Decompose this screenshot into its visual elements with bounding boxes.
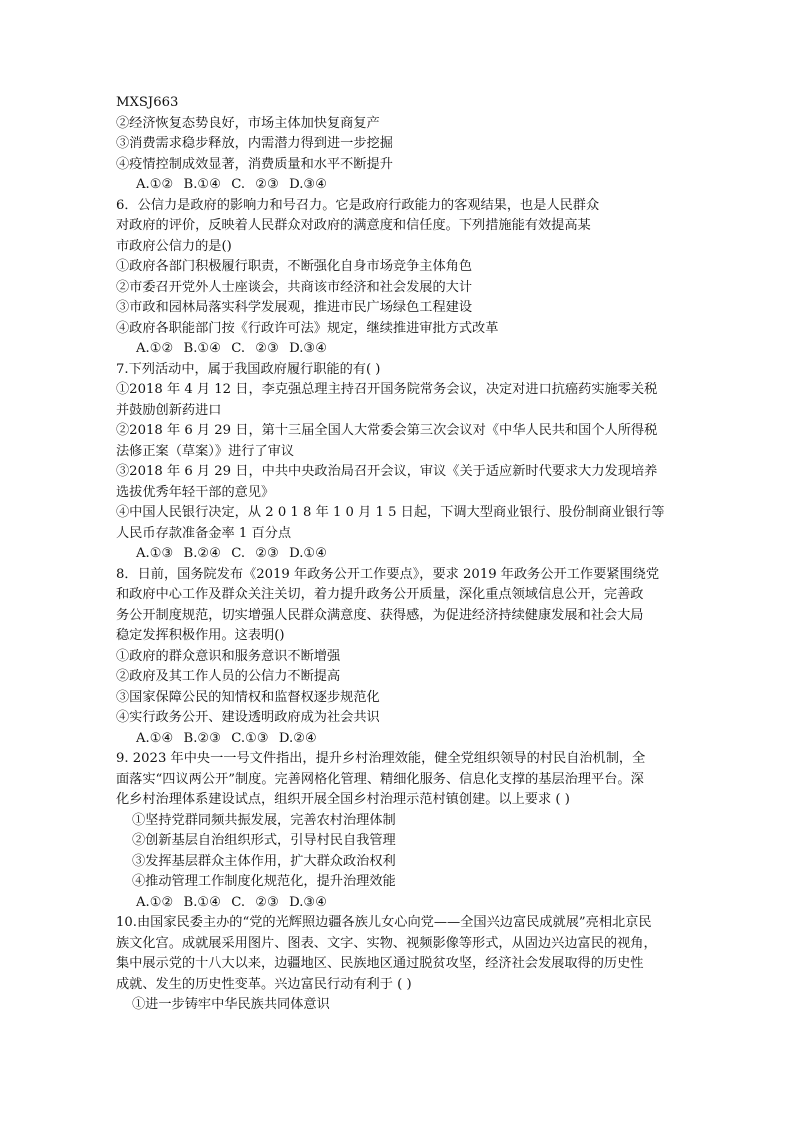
- answer-item-continued: 并鼓励创新药进口: [116, 402, 222, 418]
- answer-options: A.①④ B.②③ C.①③ D.②④: [136, 730, 317, 746]
- question-7: [116, 360, 682, 565]
- question-stem: 对政府的评价，反映着人民群众对政府的满意度和信任度。下列措施能有效提高某: [116, 218, 591, 233]
- question-stem: 6．公信力是政府的影响力和号召力。它是政府行政能力的客观结果，也是人民群众: [116, 197, 600, 213]
- answer-item: ④疫情控制成效显著，消费质量和水平不断提升: [116, 156, 393, 172]
- answer-item: ②创新基层自治组织形式，引导村民自我管理: [132, 833, 396, 848]
- question-5-tail: [116, 114, 682, 196]
- header-code: MXSJ663: [116, 95, 179, 110]
- answer-options: A.①② B.①④ C. ②③ D.③④: [136, 894, 328, 910]
- question-stem: 7.下列活动中，属于我国政府履行职能的有( ): [116, 361, 381, 377]
- question-stem: 族文化宫。成就展采用图片、图表、文字、实物、视频影像等形式，从固边兴边富民的视角，: [116, 935, 657, 951]
- question-stem: 8．日前，国务院发布《2019 年政务公开工作要点》，要求 2019 年政务公开工作要紧围绕党: [116, 566, 660, 582]
- answer-options: A.①② B.①④ C. ②③ D.③④: [136, 177, 328, 192]
- answer-item: ③消费需求稳步释放，内需潜力得到进一步挖掘: [116, 136, 393, 151]
- answer-item: ②2018 年 6 月 29 日，第十三届全国人大常委会第三次会议对《中华人民共和国个人所得税: [116, 423, 658, 438]
- question-stem: 面落实“四议两公开”制度。完善网格化管理、精细化服务、信息化支撑的基层治理平台。深: [116, 771, 644, 787]
- question-stem: 10.由国家民委主办的“党的光辉照边疆各族儿女心向党——全国兴边富民成就展”亮相北京民: [116, 915, 652, 930]
- question-stem: 化乡村治理体系建设试点，组织开展全国乡村治理示范村镇创建。以上要求 ( ): [116, 792, 570, 807]
- question-10: [116, 913, 682, 1016]
- answer-item: ①2018 年 4 月 12 日，李克强总理主持召开国务院常务会议，决定对进口抗癌药实施零关税: [116, 382, 658, 397]
- answer-item: ②政府及其工作人员的公信力不断提高: [116, 669, 341, 684]
- answer-options: A.①③ B.②④ C. ②③ D.①④: [136, 546, 328, 561]
- answer-item: ④实行政务公开、建设透明政府成为社会共识: [116, 710, 380, 725]
- answer-item: ②经济恢复态势良好，市场主体加快复商复产: [116, 115, 380, 131]
- answer-options: A.①② B.①④ C. ②③ D.③④: [136, 341, 328, 356]
- question-stem: 集中展示党的十八大以来，边疆地区、民族地区通过脱贫攻坚，经济社会发展取得的历史性: [116, 956, 644, 971]
- answer-item-continued: 人民币存款准备金率 1 百分点: [116, 525, 292, 541]
- answer-item: ①进一步铸牢中华民族共同体意识: [132, 997, 330, 1012]
- answer-item: ③2018 年 6 月 29 日，中共中央政治局召开会议，审议《关于适应新时代要求大力发现培养: [116, 464, 658, 479]
- answer-item: ④政府各职能部门按《行政许可法》规定，继续推进审批方式改革: [116, 320, 499, 336]
- question-stem: 和政府中心工作及群众关注关切，着力提升政务公开质量，深化重点领域信息公开，完善政: [116, 587, 644, 602]
- answer-item: ④推动管理工作制度化规范化，提升治理效能: [132, 874, 396, 889]
- question-stem: 成就、发生的历史性变革。兴边富民行动有利于 ( ): [116, 976, 412, 992]
- answer-item: ③市政和园林局落实科学发展观，推进市民广场绿色工程建设: [116, 300, 473, 315]
- question-stem: 务公开制度规范，切实增强人民群众满意度、获得感，为促进经济持续健康发展和社会大局: [116, 607, 644, 623]
- answer-item: ①政府各部门积极履行职责，不断强化自身市场竞争主体角色: [116, 259, 473, 274]
- question-stem: 市政府公信力的是(): [116, 238, 232, 254]
- document-page: [116, 93, 682, 1016]
- question-8: [116, 565, 682, 750]
- answer-item: ④中国人民银行决定，从 2 0 1 8 年 1 0 月 1 5 日起，下调大型商业银行、股份制商业银行等: [116, 505, 665, 520]
- question-6: [116, 196, 682, 360]
- answer-item: ①坚持党群同频共振发展，完善农村治理体制: [132, 812, 396, 828]
- answer-item: ②市委召开党外人士座谈会，共商该市经济和社会发展的大计: [116, 279, 473, 295]
- question-stem: 9. 2023 年中央一一号文件指出，提升乡村治理效能，健全党组织领导的村民自治机制，全: [116, 751, 646, 766]
- question-9: [116, 749, 682, 913]
- answer-item: ③发挥基层群众主体作用，扩大群众政治权利: [132, 853, 396, 869]
- question-stem: 稳定发挥积极作用。这表明(): [116, 628, 285, 643]
- answer-item-continued: 选拔优秀年轻干部的意见》: [116, 484, 275, 500]
- answer-item: ①政府的群众意识和服务意识不断增强: [116, 648, 341, 664]
- answer-item-continued: 法修正案（草案）》进行了审议: [116, 443, 295, 459]
- answer-item: ③国家保障公民的知情权和监督权逐步规范化: [116, 689, 380, 705]
